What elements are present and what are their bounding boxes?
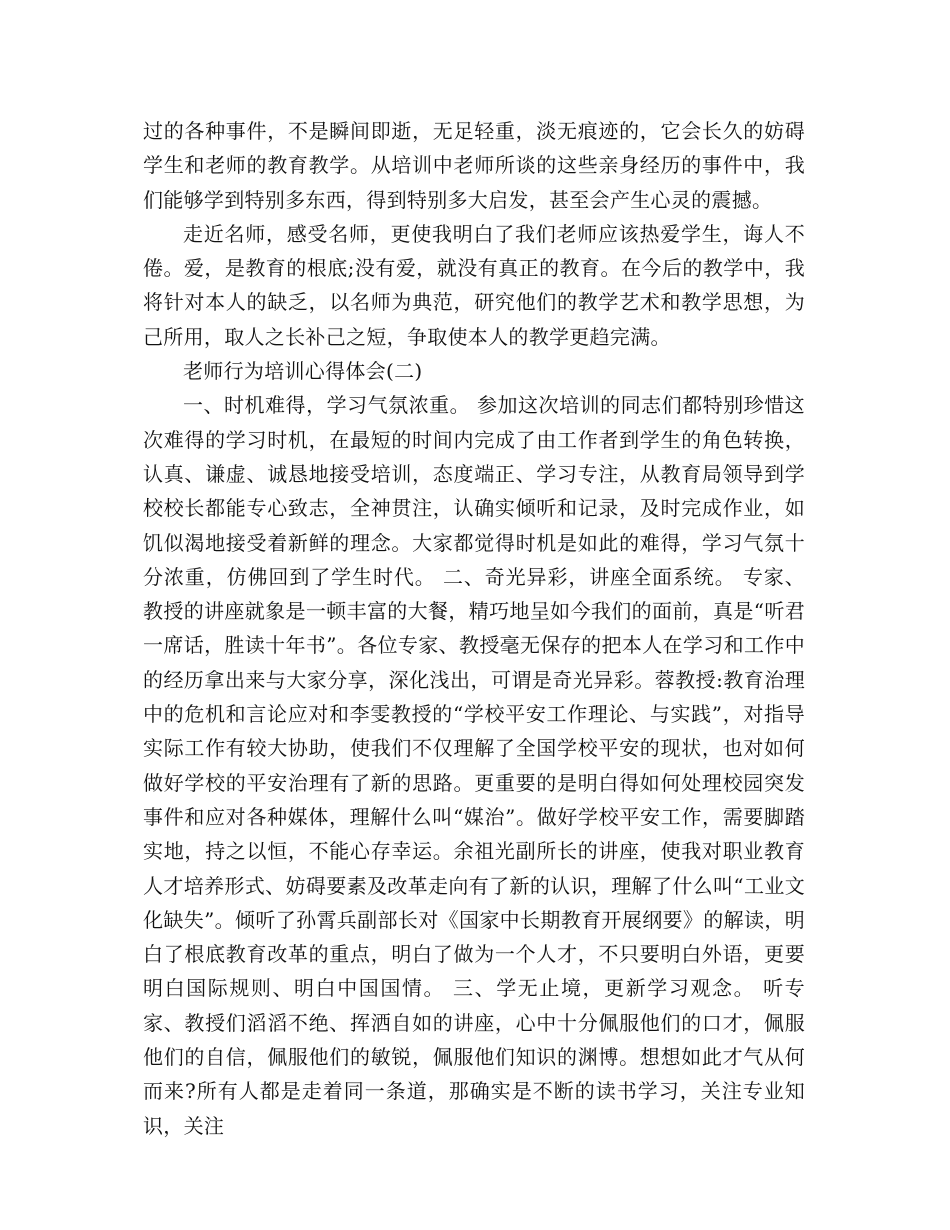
paragraph-famous-teachers: 走近名师，感受名师，更使我明白了我们老师应该热爱学生，诲人不倦。爱，是教育的根底;没有爱，就没有真正的教育。在今后的教学中，我将针对本人的缺乏，以名师为典范，研究他们的教学艺术和教学思想，为己所用，取人之长补己之短，争取使本人的教学更趋完满。: [143, 221, 805, 349]
section-heading: 老师行为培训心得体会(二): [183, 359, 423, 384]
paragraph-continuation: 过的各种事件，不是瞬间即逝，无足轻重，淡无痕迹的，它会长久的妨碍学生和老师的教育教学。从培训中老师所谈的这些亲身经历的事件中，我们能够学到特别多东西，得到特别多大启发，甚至会产生心灵的震撼。: [143, 119, 805, 212]
paragraph-training-reflections: 一、时机难得，学习气氛浓重。 参加这次培训的同志们都特别珍惜这次难得的学习时机，在最短的时间内完成了由工作者到学生的角色转换，认真、谦虚、诚恳地接受培训，态度端正、学习专注，从教育局领导到学校校长都能专心致志，全神贯注，认确实倾听和记录，及时完成作业，如饥似渴地接受着新鲜的理念。大家都觉得时机是如此的难得，学习气氛十分浓重，仿佛回到了学生时代。 二、奇光异彩，讲座全面系统。 专家、教授的讲座就象是一顿丰富的大餐，精巧地呈如今我们的面前，真是“听君一席话，胜读十年书”。各位专家、教授毫无保存的把本人在学习和工作中的经历拿出来与大家分享，深化浅出，可谓是奇光异彩。蓉教授:教育治理中的危机和言论应对和李雯教授的“学校平安工作理论、与实践”，对指导实际工作有较大协助，使我们不仅理解了全国学校平安的现状，也对如何做好学校的平安治理有了新的思路。更重要的是明白得如何处理校园突发事件和应对各种媒体，理解什么叫“媒治”。做好学校平安工作，需要脚踏实地，持之以恒，不能心存幸运。余祖光副所长的讲座，使我对职业教育人才培养形式、妨碍要素及改革走向有了新的认识，理解了什么叫“工业文化缺失”。倾听了孙霄兵副部长对《国家中长期教育开展纲要》的解读，明白了根底教育改革的重点，明白了做为一个人才，不只要明白外语，更要明白国际规则、明白中国国情。 三、学无止境，更新学习观念。 听专家、教授们滔滔不绝、挥洒自如的讲座，心中十分佩服他们的口才，佩服他们的自信，佩服他们的敏锐，佩服他们知识的渊博。想想如此才气从何而来?所有人都是走着同一条道，那确实是不断的读书学习，关注专业知识，关注: [143, 393, 805, 1138]
